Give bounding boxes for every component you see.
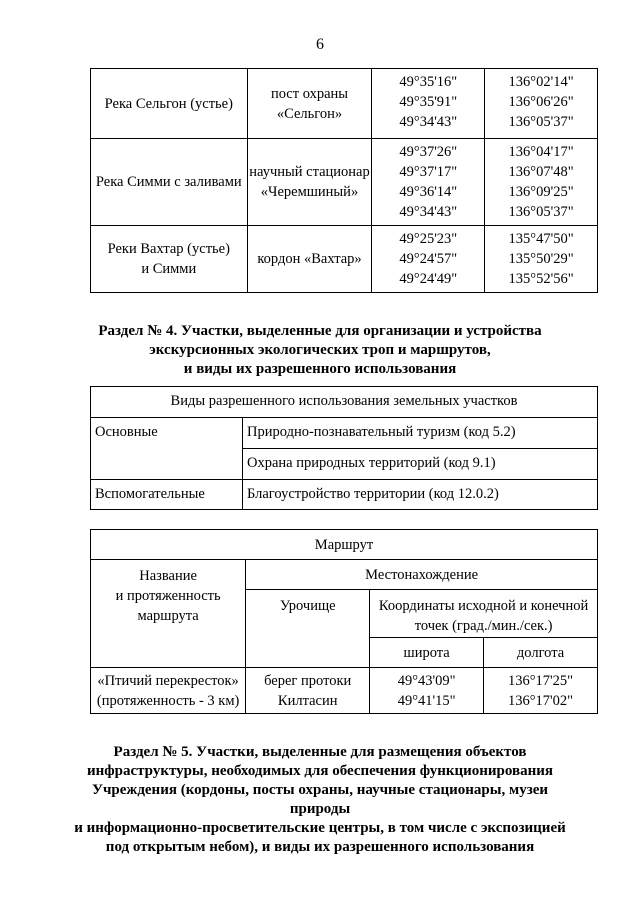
heading-line: Раздел № 4. Участки, выделенные для организации и устройства bbox=[98, 323, 542, 339]
cell-line: Реки Вахтар (устье) bbox=[107, 241, 230, 257]
cell-line: научный стационар bbox=[249, 164, 370, 180]
cell-line: маршрута bbox=[137, 608, 199, 624]
cell-line: 49°36'14" bbox=[399, 184, 458, 200]
heading-line: и виды их разрешенного использования bbox=[183, 361, 457, 377]
cell-line: (протяженность - 3 км) bbox=[96, 692, 240, 709]
cell-line: и протяженность bbox=[115, 588, 221, 604]
aux-use-label: Вспомогательные bbox=[91, 480, 243, 510]
cell-line: 49°25'23" bbox=[399, 231, 458, 247]
object-cell bbox=[247, 226, 372, 293]
longitude-cell bbox=[485, 226, 598, 293]
table-row bbox=[91, 668, 598, 714]
cell-line: 136°06'26" bbox=[508, 94, 574, 110]
place-cell bbox=[91, 69, 248, 139]
heading-line: инфраструктуры, необходимых для обеспечения функционирования bbox=[86, 763, 554, 779]
route-table bbox=[90, 529, 598, 714]
route-header: Маршрут bbox=[91, 530, 598, 560]
cell-line: 49°43'09" bbox=[397, 672, 456, 689]
table-row bbox=[91, 530, 598, 560]
cell-line: 135°47'50" bbox=[508, 231, 574, 247]
table-row bbox=[91, 418, 598, 449]
table-row bbox=[91, 387, 598, 418]
cell-line: 135°50'29" bbox=[508, 251, 574, 267]
cell-line: 136°17'02" bbox=[507, 692, 574, 709]
cell-line: 136°02'14" bbox=[508, 74, 574, 90]
latitude-cell bbox=[372, 139, 485, 226]
cell-line: 49°41'15" bbox=[397, 692, 456, 709]
land-use-header: Виды разрешенного использования земельных участков bbox=[91, 387, 598, 418]
coordinates-table bbox=[90, 68, 598, 293]
cell-line: 49°37'26" bbox=[399, 144, 458, 160]
cell-line: Координаты исходной и конечной bbox=[378, 598, 589, 614]
latitude-header: широта bbox=[370, 638, 484, 668]
cell-line: 49°35'91" bbox=[399, 94, 458, 110]
cell-line: 49°37'17" bbox=[399, 164, 458, 180]
cell-line: Река Симми с заливами bbox=[95, 174, 242, 190]
cell-line: 136°09'25" bbox=[508, 184, 574, 200]
cell-line: 49°34'43" bbox=[399, 204, 458, 220]
route-name-cell bbox=[91, 668, 246, 714]
cell-line: точек (град./мин./сек.) bbox=[414, 618, 553, 634]
latitude-cell bbox=[372, 69, 485, 139]
route-name-header bbox=[91, 560, 246, 668]
heading-line: Раздел № 5. Участки, выделенные для размещения объектов bbox=[113, 744, 527, 760]
object-cell bbox=[247, 69, 372, 139]
cell-line: 136°05'37" bbox=[508, 204, 574, 220]
section-4-heading bbox=[60, 322, 580, 379]
main-use-item: Охрана природных территорий (код 9.1) bbox=[243, 449, 598, 480]
cell-line: и Симми bbox=[141, 261, 197, 277]
land-use-table bbox=[90, 386, 598, 510]
place-cell bbox=[91, 139, 248, 226]
longitude-cell bbox=[485, 139, 598, 226]
cell-line: 136°04'17" bbox=[508, 144, 574, 160]
heading-line: и информационно-просветительские центры, в том числе с экспозицией bbox=[74, 820, 566, 836]
main-use-label: Основные bbox=[91, 418, 243, 480]
heading-line: Учреждения (кордоны, посты охраны, научные стационары, музеи природы bbox=[91, 782, 549, 817]
heading-line: под открытым небом), и виды их разрешенного использования bbox=[105, 839, 535, 855]
cell-line: 49°35'16" bbox=[399, 74, 458, 90]
cell-line: «Птичий перекресток» bbox=[97, 672, 239, 689]
latitude-cell bbox=[370, 668, 484, 714]
table-row bbox=[91, 226, 598, 293]
heading-line: экскурсионных экологических троп и маршрутов, bbox=[149, 342, 491, 358]
cell-line: 135°52'56" bbox=[508, 271, 574, 287]
cell-line: «Черемшиный» bbox=[260, 184, 359, 200]
latitude-cell bbox=[372, 226, 485, 293]
tract-cell bbox=[246, 668, 370, 714]
table-row bbox=[91, 560, 598, 590]
cell-line: пост охраны bbox=[270, 85, 349, 102]
table-row bbox=[91, 69, 598, 139]
cell-line: Река Сельгон (устье) bbox=[104, 95, 233, 112]
longitude-header: долгота bbox=[484, 638, 598, 668]
cell-line: 136°05'37" bbox=[508, 114, 574, 130]
cell-line: 49°24'57" bbox=[399, 251, 458, 267]
cell-line: 136°17'25" bbox=[507, 672, 574, 689]
cell-line: Название bbox=[139, 568, 197, 584]
cell-line: 49°24'49" bbox=[399, 271, 458, 287]
section-5-heading bbox=[60, 743, 580, 857]
cell-line: берег протоки bbox=[264, 672, 352, 689]
coordinates-header bbox=[370, 590, 598, 638]
longitude-cell bbox=[485, 69, 598, 139]
longitude-cell bbox=[484, 668, 598, 714]
aux-use-item: Благоустройство территории (код 12.0.2) bbox=[243, 480, 598, 510]
place-cell bbox=[91, 226, 248, 293]
table-row bbox=[91, 480, 598, 510]
cell-line: Килтасин bbox=[277, 692, 338, 709]
tract-header: Урочище bbox=[246, 590, 370, 668]
object-cell bbox=[247, 139, 372, 226]
cell-line: кордон «Вахтар» bbox=[257, 251, 362, 267]
cell-line: 136°07'48" bbox=[508, 164, 574, 180]
location-header: Местонахождение bbox=[246, 560, 598, 590]
cell-line: 49°34'43" bbox=[399, 114, 458, 130]
table-row bbox=[91, 139, 598, 226]
main-use-item: Природно-познавательный туризм (код 5.2) bbox=[243, 418, 598, 449]
page-number: 6 bbox=[316, 36, 324, 53]
cell-line: «Сельгон» bbox=[276, 105, 343, 122]
